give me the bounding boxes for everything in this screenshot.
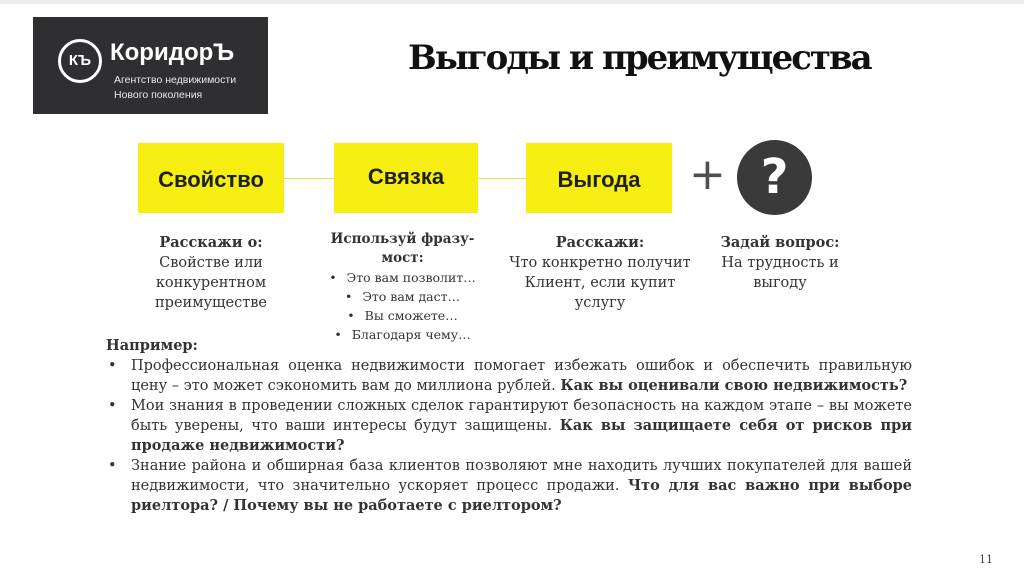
example-question: Как вы защищаете себя от рисков при продаже недвижимости? (131, 417, 913, 454)
question-line-2: выгоду (753, 275, 807, 291)
property-heading: Расскажи о: (159, 234, 263, 251)
logo-subtitle (114, 73, 236, 103)
question-mark-icon: ? (760, 149, 789, 205)
bridge-phrase: • Благодаря чему… (310, 325, 495, 344)
examples-list (106, 356, 912, 516)
step-property-box: Свойство (138, 143, 284, 213)
logo-mark-icon: КЪ (58, 39, 102, 83)
bridge-description (310, 230, 495, 344)
plus-icon: + (689, 149, 726, 200)
company-logo (33, 17, 268, 114)
logo-subtitle-line2: Нового поколения (114, 89, 203, 101)
example-text: Мои знания в проведении сложных сделок гарантируют безопасность на каждом этапе – вы можете быть уверены, что ваши интересы будут защищены. (131, 398, 912, 434)
example-item (106, 356, 912, 396)
example-item (106, 456, 912, 516)
top-divider (0, 0, 1024, 4)
bridge-phrase: • Это вам даст… (310, 287, 495, 306)
example-text: Профессиональная оценка недвижимости помогает избежать ошибок и обеспечить правильную цену – это может сэкономить вам до миллиона рублей. (131, 358, 912, 394)
page-number: 11 (979, 553, 993, 566)
question-heading: Задай вопрос: (720, 234, 840, 251)
bridge-heading: Используй фразу-мост: (330, 231, 475, 266)
property-line-3: преимуществе (155, 295, 267, 311)
property-line-2: конкурентном (155, 275, 267, 291)
connector-line-1 (283, 178, 335, 179)
bridge-phrase-list (310, 268, 495, 344)
bridge-phrase: • Вы сможете… (310, 306, 495, 325)
step-bridge-box: Связка (334, 143, 478, 213)
example-question: Как вы оценивали свою недвижимость? (560, 377, 908, 394)
examples-section (106, 336, 912, 516)
connector-line-2 (477, 178, 527, 179)
question-description (700, 233, 860, 293)
benefit-line-1: Что конкретно получит (509, 255, 691, 271)
property-line-1: Свойстве или (159, 255, 263, 271)
example-item (106, 396, 912, 456)
benefit-heading: Расскажи: (555, 234, 645, 251)
benefit-line-2: Клиент, если купит (524, 275, 676, 291)
examples-heading: Например: (106, 337, 198, 354)
question-circle (737, 140, 812, 215)
benefit-line-3: услугу (574, 295, 626, 311)
example-question: Что для вас важно при выборе риелтора? / Почему вы не работаете с риелтором? (131, 477, 912, 514)
step-benefit-box: Выгода (526, 143, 672, 213)
example-text: Знание района и обширная база клиентов позволяют мне находить лучших покупателей для вашей недвижимости, что значительно ускоряет процесс продажи. (131, 458, 912, 494)
page-title: Выгоды и преимущества (408, 38, 871, 78)
logo-name: КоридорЪ (110, 39, 235, 66)
benefit-description (495, 233, 705, 313)
logo-subtitle-line1: Агентство недвижимости (114, 74, 237, 86)
question-line-1: На трудность и (721, 255, 839, 271)
bridge-phrase: • Это вам позволит… (310, 268, 495, 287)
property-description (121, 233, 301, 313)
